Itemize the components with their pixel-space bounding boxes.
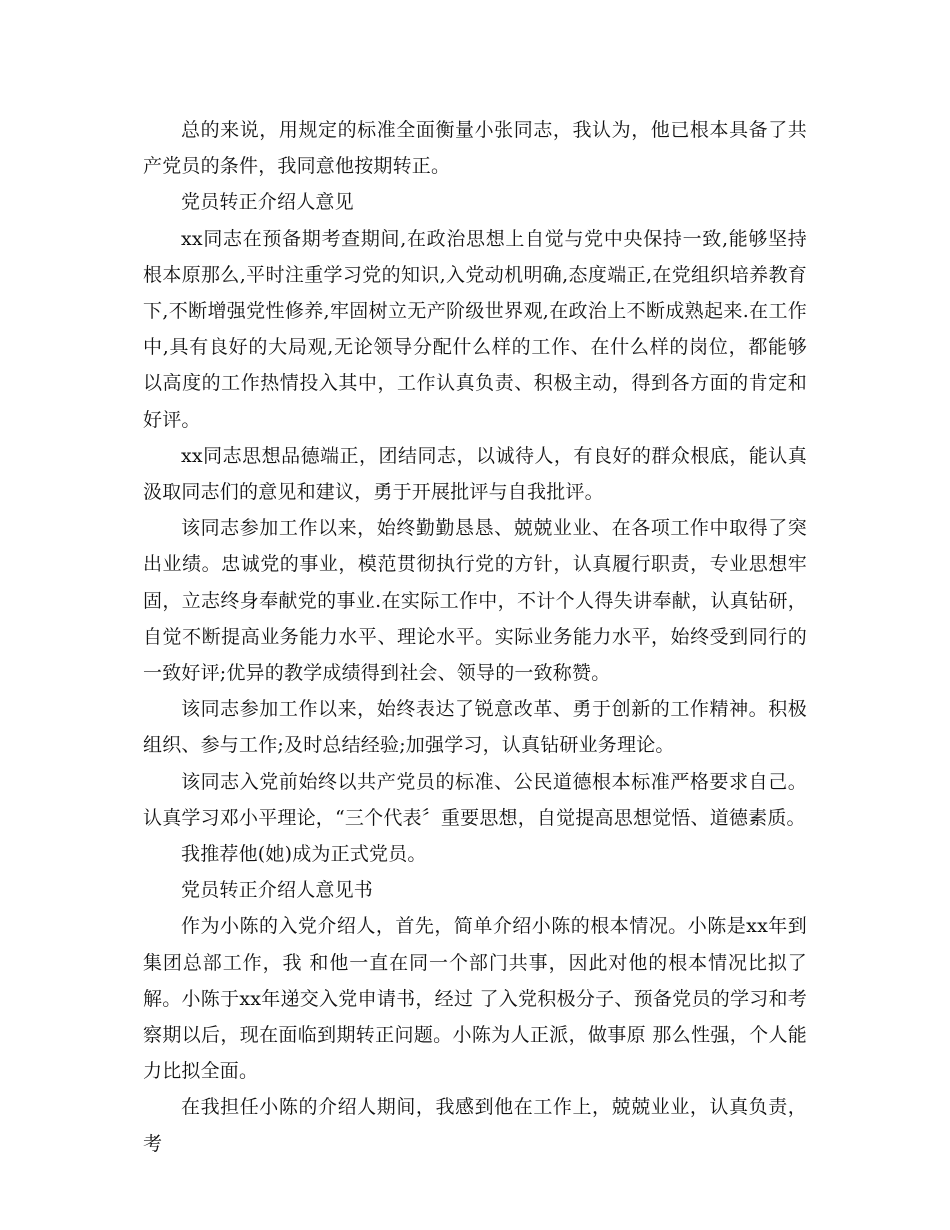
paragraph-background: 作为小陈的入党介绍人，首先，简单介绍小陈的根本情况。小陈是xx年到集团总部工作，我 和他一直在同一个部门共事，因此对他的根本情况比拟了解。小陈于xx年递交入党申请书，经过 了入党积极分子、预备党员的学习和考察期以后，现在面临到期转正问题。小陈为人正派，做事原 那么性强，个人能力比拟全面。 <box>143 915 807 1083</box>
paragraph-probation-review: xx同志在预备期考查期间,在政治思想上自觉与党中央保持一致,能够坚持根本原那么,平时注重学习党的知识,入党动机明确,态度端正,在党组织培养教育下,不断增强党性修养,牢固树立无产阶级世界观,在政治上不断成熟起来.在工作中,具有良好的大局观,无论领导分配什么样的工作、在什么样的岗位，都能够以高度的工作热情投入其中，工作认真负责、积极主动，得到各方面的肯定和好评。 <box>143 227 807 431</box>
paragraph-recommendation: 我推荐他(她)成为正式党员。 <box>181 843 427 866</box>
paragraph-work-performance: 该同志参加工作以来，始终勤勤恳恳、兢兢业业、在各项工作中取得了突出业绩。忠诚党的事业，模范贯彻执行党的方针，认真履行职责，专业思想牢固，立志终身奉献党的事业.在实际工作中，不计个人得失讲奉献，认真钻研，自觉不断提高业务能力水平、理论水平。实际业务能力水平，始终受到同行的一致好评;优异的教学成绩得到社会、领导的一致称赞。 <box>143 517 807 685</box>
paragraph-summary: 总的来说，用规定的标准全面衡量小张同志，我认为，他已根本具备了共产党员的条件，我同意他按期转正。 <box>143 119 807 178</box>
paragraph-innovation: 该同志参加工作以来，始终表达了锐意改革、勇于创新的工作精神。积极组织、参与工作;及时总结经验;加强学习，认真钻研业务理论。 <box>143 698 807 757</box>
paragraph-standards: 该同志入党前始终以共产党员的标准、公民道德根本标准严格要求自己。认真学习邓小平理论，“三个代表〞重要思想，自觉提高思想觉悟、道德素质。 <box>143 770 807 829</box>
paragraph-closing: 在我担任小陈的介绍人期间，我感到他在工作上，兢兢业业，认真负责，考 <box>143 1096 807 1155</box>
section-heading-introducer-opinion: 党员转正介绍人意见 <box>181 191 354 214</box>
document-body <box>143 112 807 1162</box>
section-heading-introducer-letter: 党员转正介绍人意见书 <box>181 879 374 902</box>
paragraph-moral-character: xx同志思想品德端正，团结同志，以诚待人，有良好的群众根底，能认真汲取同志们的意见和建议，勇于开展批评与自我批评。 <box>143 444 807 504</box>
